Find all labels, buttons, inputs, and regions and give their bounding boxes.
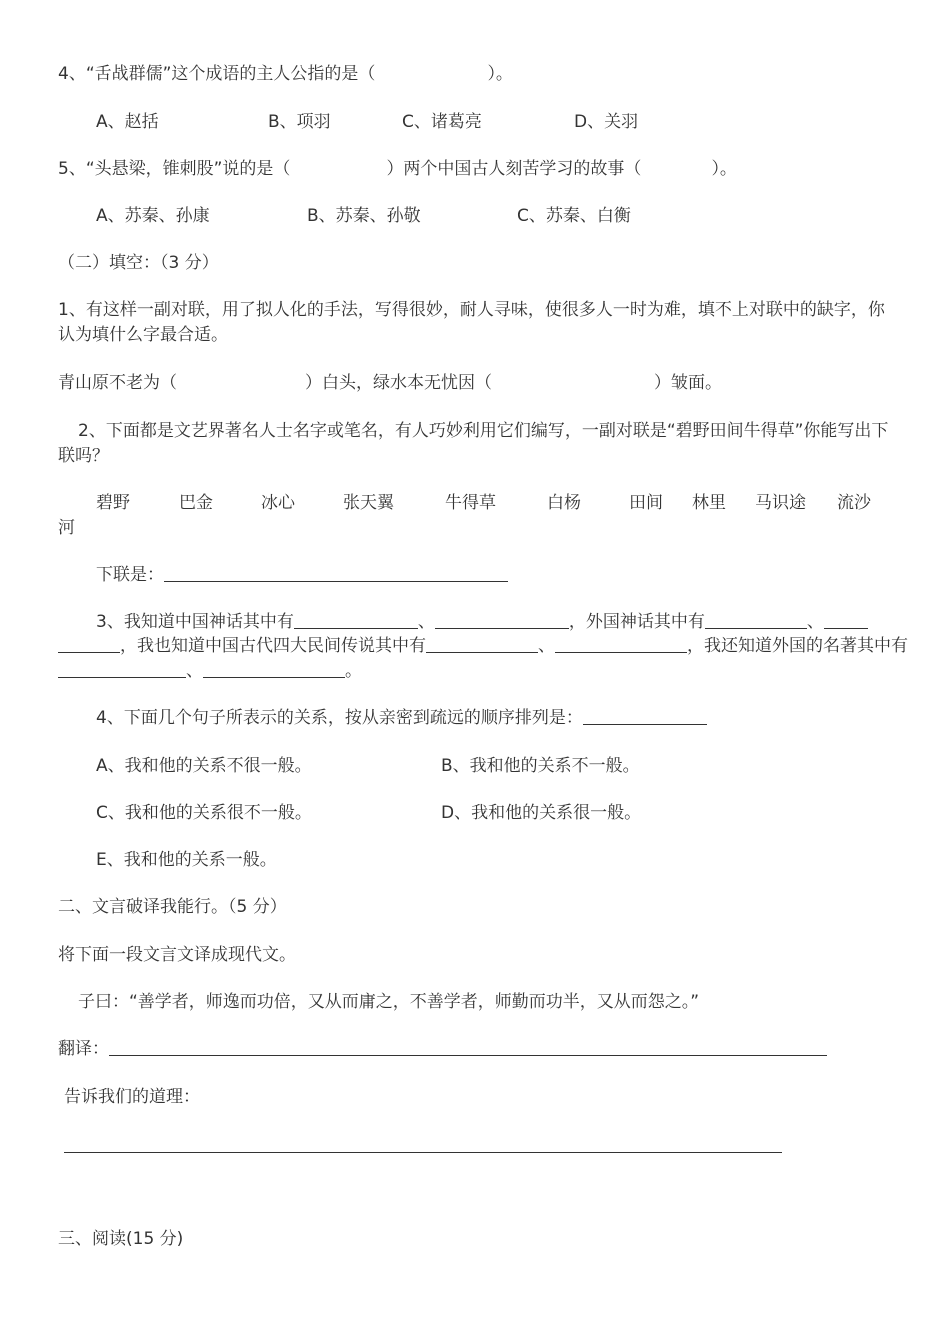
name-10: 流沙 [837,493,871,513]
fill-q1-text: 1、有这样一副对联，用了拟人化的手法，写得很妙，耐人寻味，使很多人一时为难，填不上对联中的缺字，你认为填什么字最合适。 [58,300,885,345]
couplet-part3: ）皱面。 [654,373,722,393]
q4-stem-prefix: 4、“舌战群儒”这个成语的主人公指的是（ [58,64,376,84]
fill-q4-option-c: C、我和他的关系很不一般。 [96,803,312,823]
name-9: 马识途 [755,493,806,513]
q3-blank-6[interactable] [555,635,687,653]
q3-blank-3[interactable] [705,611,807,629]
classical-heading: 二、文言破译我能行。（5 分） [58,897,287,917]
q3-blank-4b[interactable] [58,635,120,653]
couplet-part1: 青山原不老为（ [58,373,177,393]
q3-blank-7[interactable] [58,660,186,678]
fill-q2-text: 2、下面都是文艺界著名人士名字或笔名，有人巧妙利用它们编写，一副对联是“碧野田间牛得草”你能写出下联吗？ [58,421,889,466]
q3-text-4: ，我还知道外国的名著其中有 [687,636,908,656]
name-3: 冰心 [261,493,295,513]
fill-q4-text: 4、下面几个句子所表示的关系，按从亲密到疏远的顺序排列是： [96,708,583,728]
translate-line [58,1037,827,1061]
fill-q4-option-a: A、我和他的关系不很一般。 [96,756,312,776]
classical-quote: 子曰：“善学者，师逸而功倍，又从而庸之，不善学者，师勤而功半，又从而怨之。” [78,992,700,1012]
q5-option-a: A、苏秦、孙康 [96,206,210,226]
q4-option-b: B、项羽 [268,112,331,132]
name-7: 田间 [629,493,663,513]
fill-q4-option-e: E、我和他的关系一般。 [96,850,277,870]
name-6: 白杨 [547,493,581,513]
q3-blank-1[interactable] [294,611,418,629]
name-4: 张天翼 [343,493,394,513]
q3-end: 。 [345,661,362,681]
q3-sep-1: 、 [417,612,435,632]
q5-option-b: B、苏秦、孙敬 [307,206,421,226]
fill-q2-answer [96,563,508,587]
q5-stem-mid: ）两个中国古人刻苦学习的故事（ [386,159,642,179]
lesson-label: 告诉我们的道理： [64,1087,200,1107]
reading-heading: 三、阅读(15 分) [58,1229,184,1249]
name-2: 巴金 [179,493,213,513]
fill-q3-line2 [58,634,908,658]
q4-stem [58,62,513,86]
q5-stem-prefix: 5、“头悬梁，锥刺股”说的是（ [58,159,291,179]
fill-heading: （二）填空：（3 分） [58,253,219,273]
translate-label: 翻译： [58,1039,109,1059]
q5-option-c: C、苏秦、白衡 [517,206,631,226]
q3-text-3: ，我也知道中国古代四大民间传说其中有 [120,636,426,656]
q3-blank-4a[interactable] [824,611,868,629]
q3-text-1: 3、我知道中国神话其中有 [96,612,294,632]
q4-option-a: A、赵括 [96,112,159,132]
name-8: 林里 [692,493,726,513]
name-1: 碧野 [96,493,130,513]
q3-blank-8[interactable] [203,660,345,678]
couplet-part2: ）白头，绿水本无忧因（ [305,373,492,393]
fill-q1-couplet [58,371,722,395]
fill-q4 [96,706,707,730]
lesson-blank[interactable] [64,1152,782,1153]
q3-blank-2[interactable] [435,611,569,629]
q5-stem-suffix: ）。 [711,159,737,179]
classical-instruction: 将下面一段文言文译成现代文。 [58,945,296,965]
fill-q3-line1 [96,610,868,634]
q3-sep-3: 、 [538,636,555,656]
q3-text-2: ，外国神话其中有 [568,612,705,632]
q4-option-c: C、诸葛亮 [402,112,482,132]
name-10-wrap: 河 [58,518,75,538]
fill-q4-blank[interactable] [583,707,707,725]
translate-blank[interactable] [109,1038,827,1056]
q4-option-d: D、关羽 [574,112,639,132]
q4-stem-suffix: ）。 [487,64,513,84]
q3-sep-2: 、 [806,612,824,632]
answer-label: 下联是： [96,565,164,585]
q5-stem [58,157,737,181]
fill-q4-option-b: B、我和他的关系不一般。 [441,756,640,776]
answer-blank[interactable] [164,564,508,582]
fill-q4-option-d: D、我和他的关系很一般。 [441,803,642,823]
fill-q3-line3 [58,659,362,683]
q3-blank-5[interactable] [426,635,538,653]
name-5: 牛得草 [445,493,496,513]
q3-sep-4: 、 [186,661,203,681]
